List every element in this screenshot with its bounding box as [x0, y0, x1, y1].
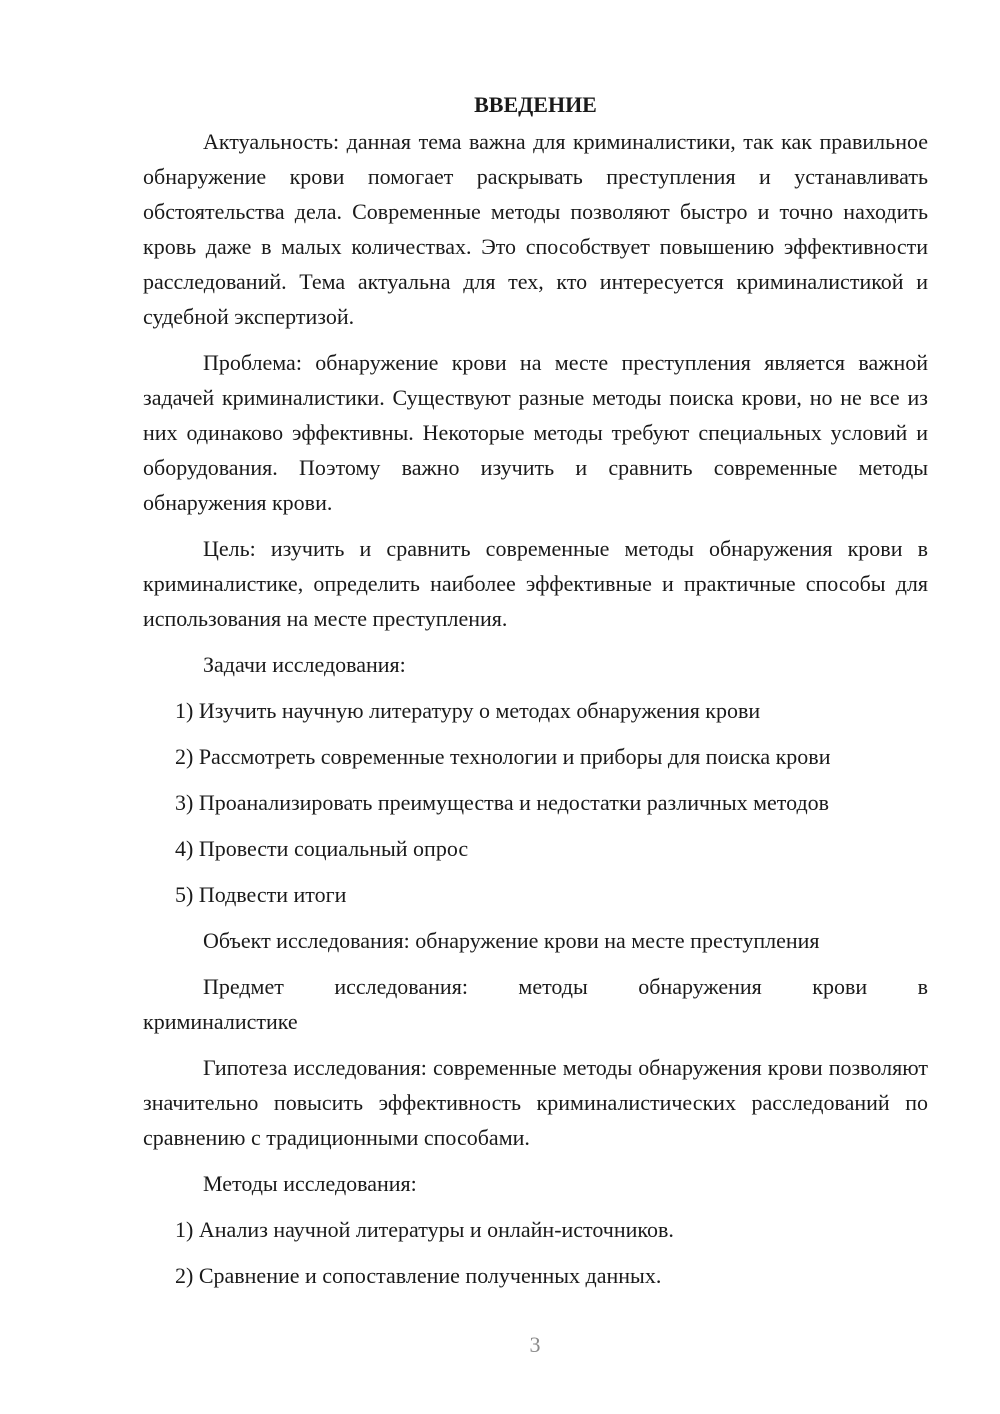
task-item: 1) Изучить научную литературу о методах обнаружения крови: [175, 698, 761, 723]
subject-word: крови: [812, 974, 868, 999]
problem-paragraph: Проблема: обнаружение крови на месте преступления является важной задачей криминалистики. Существуют разные методы поиска крови, но не все из них одинаково эффективны. Некоторые методы требуют специальных условий и оборудования. Поэтому важно изучить и сравнить современные методы обнаружения крови.: [143, 350, 928, 515]
method-item: 2) Сравнение и сопоставление полученных данных.: [175, 1263, 662, 1288]
goal-paragraph: Цель: изучить и сравнить современные методы обнаружения крови в криминалистике, определить наиболее эффективные и практичные способы для использования на месте преступления.: [143, 536, 928, 631]
hypothesis-paragraph: Гипотеза исследования: современные методы обнаружения крови позволяют значительно повысить эффективность криминалистических расследований по сравнению с традиционными способами.: [143, 1055, 928, 1150]
tasks-heading: Задачи исследования:: [203, 652, 406, 677]
task-item: 3) Проанализировать преимущества и недостатки различных методов: [175, 790, 830, 815]
methods-heading: Методы исследования:: [203, 1171, 417, 1196]
subject-word: Предмет: [203, 974, 284, 999]
subject-paragraph: [143, 969, 928, 1004]
subject-continuation: криминалистике: [143, 1009, 298, 1034]
page-title: ВВЕДЕНИЕ: [474, 92, 597, 117]
relevance-paragraph: Актуальность: данная тема важна для криминалистики, так как правильное обнаружение крови помогает раскрывать преступления и устанавливать обстоятельства дела. Современные методы позволяют быстро и точно находить кровь даже в малых количествах. Это способствует повышению эффективности расследований. Тема актуальна для тех, кто интересуется криминалистикой и судебной экспертизой.: [143, 129, 928, 329]
subject-word: исследования:: [334, 974, 468, 999]
subject-word: методы: [518, 974, 588, 999]
subject-word: в: [917, 974, 928, 999]
method-item: 1) Анализ научной литературы и онлайн-источников.: [175, 1217, 674, 1242]
subject-word: обнаружения: [638, 974, 762, 999]
task-item: 5) Подвести итоги: [175, 882, 347, 907]
object-paragraph: Объект исследования: обнаружение крови на месте преступления: [203, 928, 820, 953]
task-item: 2) Рассмотреть современные технологии и приборы для поиска крови: [175, 744, 831, 769]
page-number: 3: [529, 1332, 541, 1357]
task-item: 4) Провести социальный опрос: [175, 836, 469, 861]
document-page: [143, 90, 928, 1304]
